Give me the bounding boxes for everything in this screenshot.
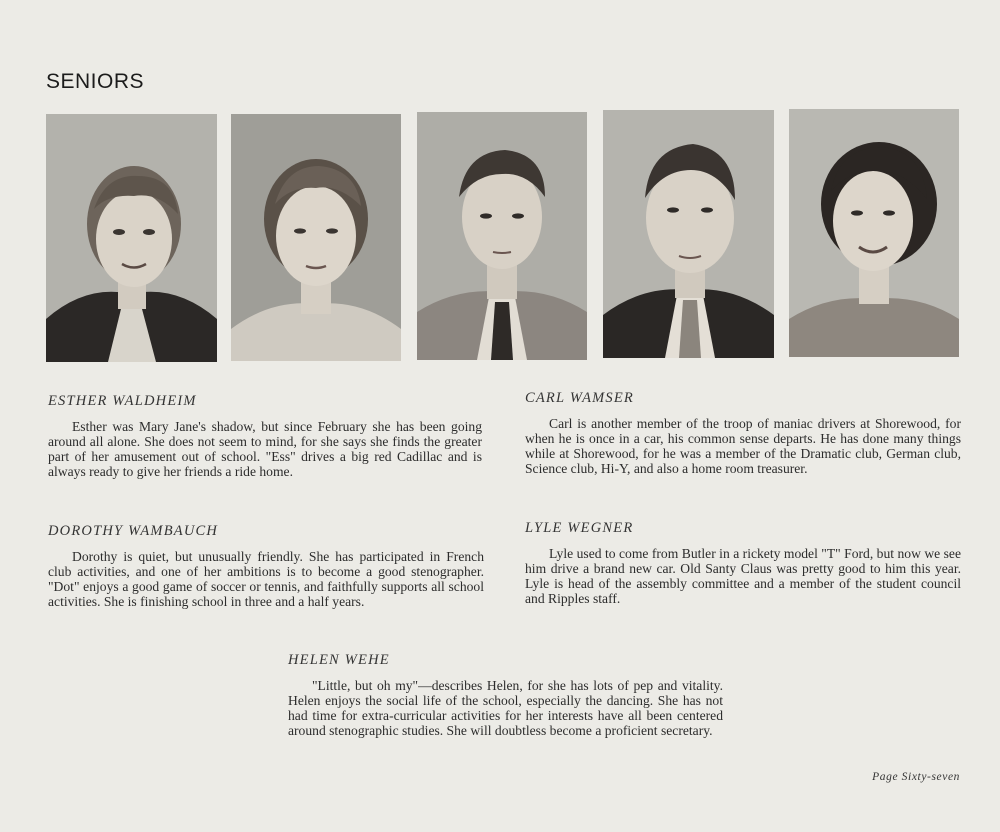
senior-name: DOROTHY WAMBAUCH <box>48 523 219 539</box>
page-number: Page Sixty-seven <box>872 771 960 783</box>
senior-description: Esther was Mary Jane's shadow, but since February she has been going around all alone. She does not seem to mind, for she says she finds the greater part of her amusement out of school. "Ess" drives a big red Cadillac and is always ready to give her friends a ride home. <box>48 419 482 479</box>
senior-bio-helen-wehe <box>288 652 723 738</box>
portrait-dorothy-wambauch <box>231 114 401 361</box>
senior-name: CARL WAMSER <box>525 390 634 406</box>
senior-bio-lyle-wegner <box>525 520 961 606</box>
portrait-lyle-wegner <box>603 110 774 358</box>
senior-bio-esther-waldheim <box>48 393 482 479</box>
portrait-esther-waldheim <box>46 114 217 362</box>
senior-bio-carl-wamser <box>525 390 961 476</box>
female-portrait-icon <box>789 109 959 357</box>
senior-name: HELEN WEHE <box>288 652 390 668</box>
page-title: SENIORS <box>46 70 145 93</box>
senior-description: Carl is another member of the troop of maniac drivers at Shorewood, for when he is once in a car, his common sense departs. He has done many things while at Shorewood, for he was a member of the Dramatic club, German club, Science club, Hi-Y, and also a home room treasurer. <box>525 416 961 476</box>
senior-bio-dorothy-wambauch <box>48 523 484 609</box>
senior-name: ESTHER WALDHEIM <box>48 393 197 409</box>
portrait-carl-wamser <box>417 112 587 360</box>
portrait-helen-wehe <box>789 109 959 357</box>
female-portrait-icon <box>231 114 401 361</box>
male-portrait-icon <box>603 110 774 358</box>
male-portrait-icon <box>417 112 587 360</box>
senior-description: Dorothy is quiet, but unusually friendly. She has participated in French club activities, and one of her ambitions is to become a good stenographer. "Dot" enjoys a good game of soccer or tennis, and faithfully supports all school activities. She is finishing school in three and a half years. <box>48 549 484 609</box>
senior-description: Lyle used to come from Butler in a rickety model "T" Ford, but now we see him drive a brand new car. Old Santy Claus was pretty good to him this year. Lyle is head of the assembly committee and a member of the student council and Ripples staff. <box>525 546 961 606</box>
senior-description: "Little, but oh my"—describes Helen, for she has lots of pep and vitality. Helen enjoys the social life of the school, especially the dancing. She has not had time for extra-curricular activities for her interests have all been centered around stenographic studies. She will doubtless become a proficient secretary. <box>288 678 723 738</box>
senior-name: LYLE WEGNER <box>525 520 634 536</box>
female-portrait-icon <box>46 114 217 362</box>
